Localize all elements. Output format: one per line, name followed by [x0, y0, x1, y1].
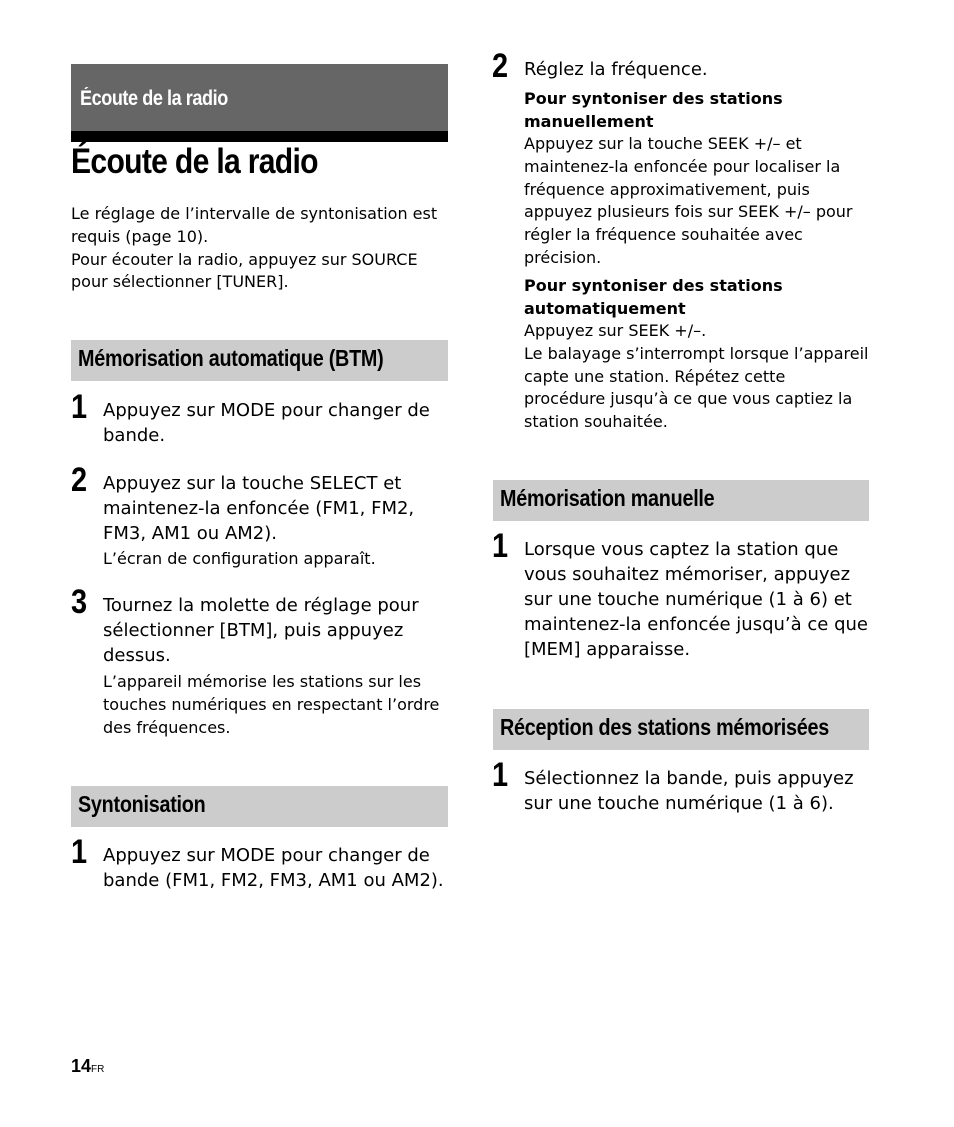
step-number: 2: [71, 461, 88, 499]
intro-text: [71, 203, 451, 294]
page-number-value: 14: [71, 1056, 92, 1076]
section-title: Syntonisation: [78, 791, 206, 817]
step-number: 3: [71, 583, 88, 621]
intro-line: Le réglage de l’intervalle de syntonisation est requis (page 10).: [71, 204, 438, 246]
step-instruction: Sélectionnez la bande, puis appuyez sur une touche numérique (1 à 6).: [524, 768, 854, 814]
step-number: 1: [492, 756, 509, 794]
auto-tuning-line: Appuyez sur SEEK +/–.: [524, 321, 707, 340]
step-instruction: Lorsque vous captez la station que vous souhaitez mémoriser, appuyez sur une touche numérique (1 à 6) et maintenez-la enfoncée jusqu’à ce que [MEM] apparaisse.: [524, 539, 868, 660]
step-instruction: Tournez la molette de réglage pour sélectionner [BTM], puis appuyez dessus.: [103, 595, 419, 666]
intro-line: Pour écouter la radio, appuyez sur SOURCE pour sélectionner [TUNER].: [71, 249, 418, 292]
page-title: Écoute de la radio: [71, 142, 318, 181]
section-title: Mémorisation automatique (BTM): [78, 345, 384, 371]
section-title: Mémorisation manuelle: [500, 485, 715, 511]
step-number: 1: [71, 833, 88, 871]
header-rule: [71, 131, 448, 142]
page-number: [71, 1056, 104, 1077]
page-language-code: FR: [91, 1064, 105, 1075]
section-manuelle-header: [493, 480, 869, 521]
header-band-title: Écoute de la radio: [80, 87, 228, 110]
manual-tuning-block: [524, 88, 874, 270]
section-reception-header: [493, 709, 869, 750]
step-number: 1: [71, 388, 88, 426]
auto-tuning-block: [524, 275, 869, 434]
step-number: 1: [492, 527, 509, 565]
auto-tuning-line: Le balayage s’interrompt lorsque l’appareil capte une station. Répétez cette procédure jusqu’à ce que vous captiez la station souhaitée.: [524, 343, 869, 432]
step-note: L’écran de configuration apparaît.: [103, 549, 376, 568]
section-syntonisation-header: [71, 786, 448, 827]
manual-tuning-body: Appuyez sur la touche SEEK +/– et maintenez-la enfoncée pour localiser la fréquence approximativement, puis appuyez plusieurs fois sur SEEK +/– pour régler la fréquence souhaitée avec précision.: [524, 134, 853, 267]
step-instruction: Appuyez sur MODE pour changer de bande (FM1, FM2, FM3, AM1 ou AM2).: [103, 845, 444, 891]
step-number: 2: [492, 47, 509, 85]
step-instruction: Réglez la fréquence.: [524, 59, 708, 80]
manual-tuning-heading: Pour syntoniser des stations manuellement: [524, 89, 783, 131]
header-band: [71, 64, 448, 142]
section-title: Réception des stations mémorisées: [500, 714, 829, 740]
step-instruction: Appuyez sur la touche SELECT et maintenez-la enfoncée (FM1, FM2, FM3, AM1 ou AM2).: [103, 473, 415, 544]
section-btm-header: [71, 340, 448, 381]
step-note: L’appareil mémorise les stations sur les touches numériques en respectant l’ordre des fréquences.: [103, 672, 440, 737]
header-band-fill: [71, 64, 448, 131]
auto-tuning-heading: Pour syntoniser des stations automatiquement: [524, 276, 783, 318]
step-instruction: Appuyez sur MODE pour changer de bande.: [103, 400, 430, 446]
